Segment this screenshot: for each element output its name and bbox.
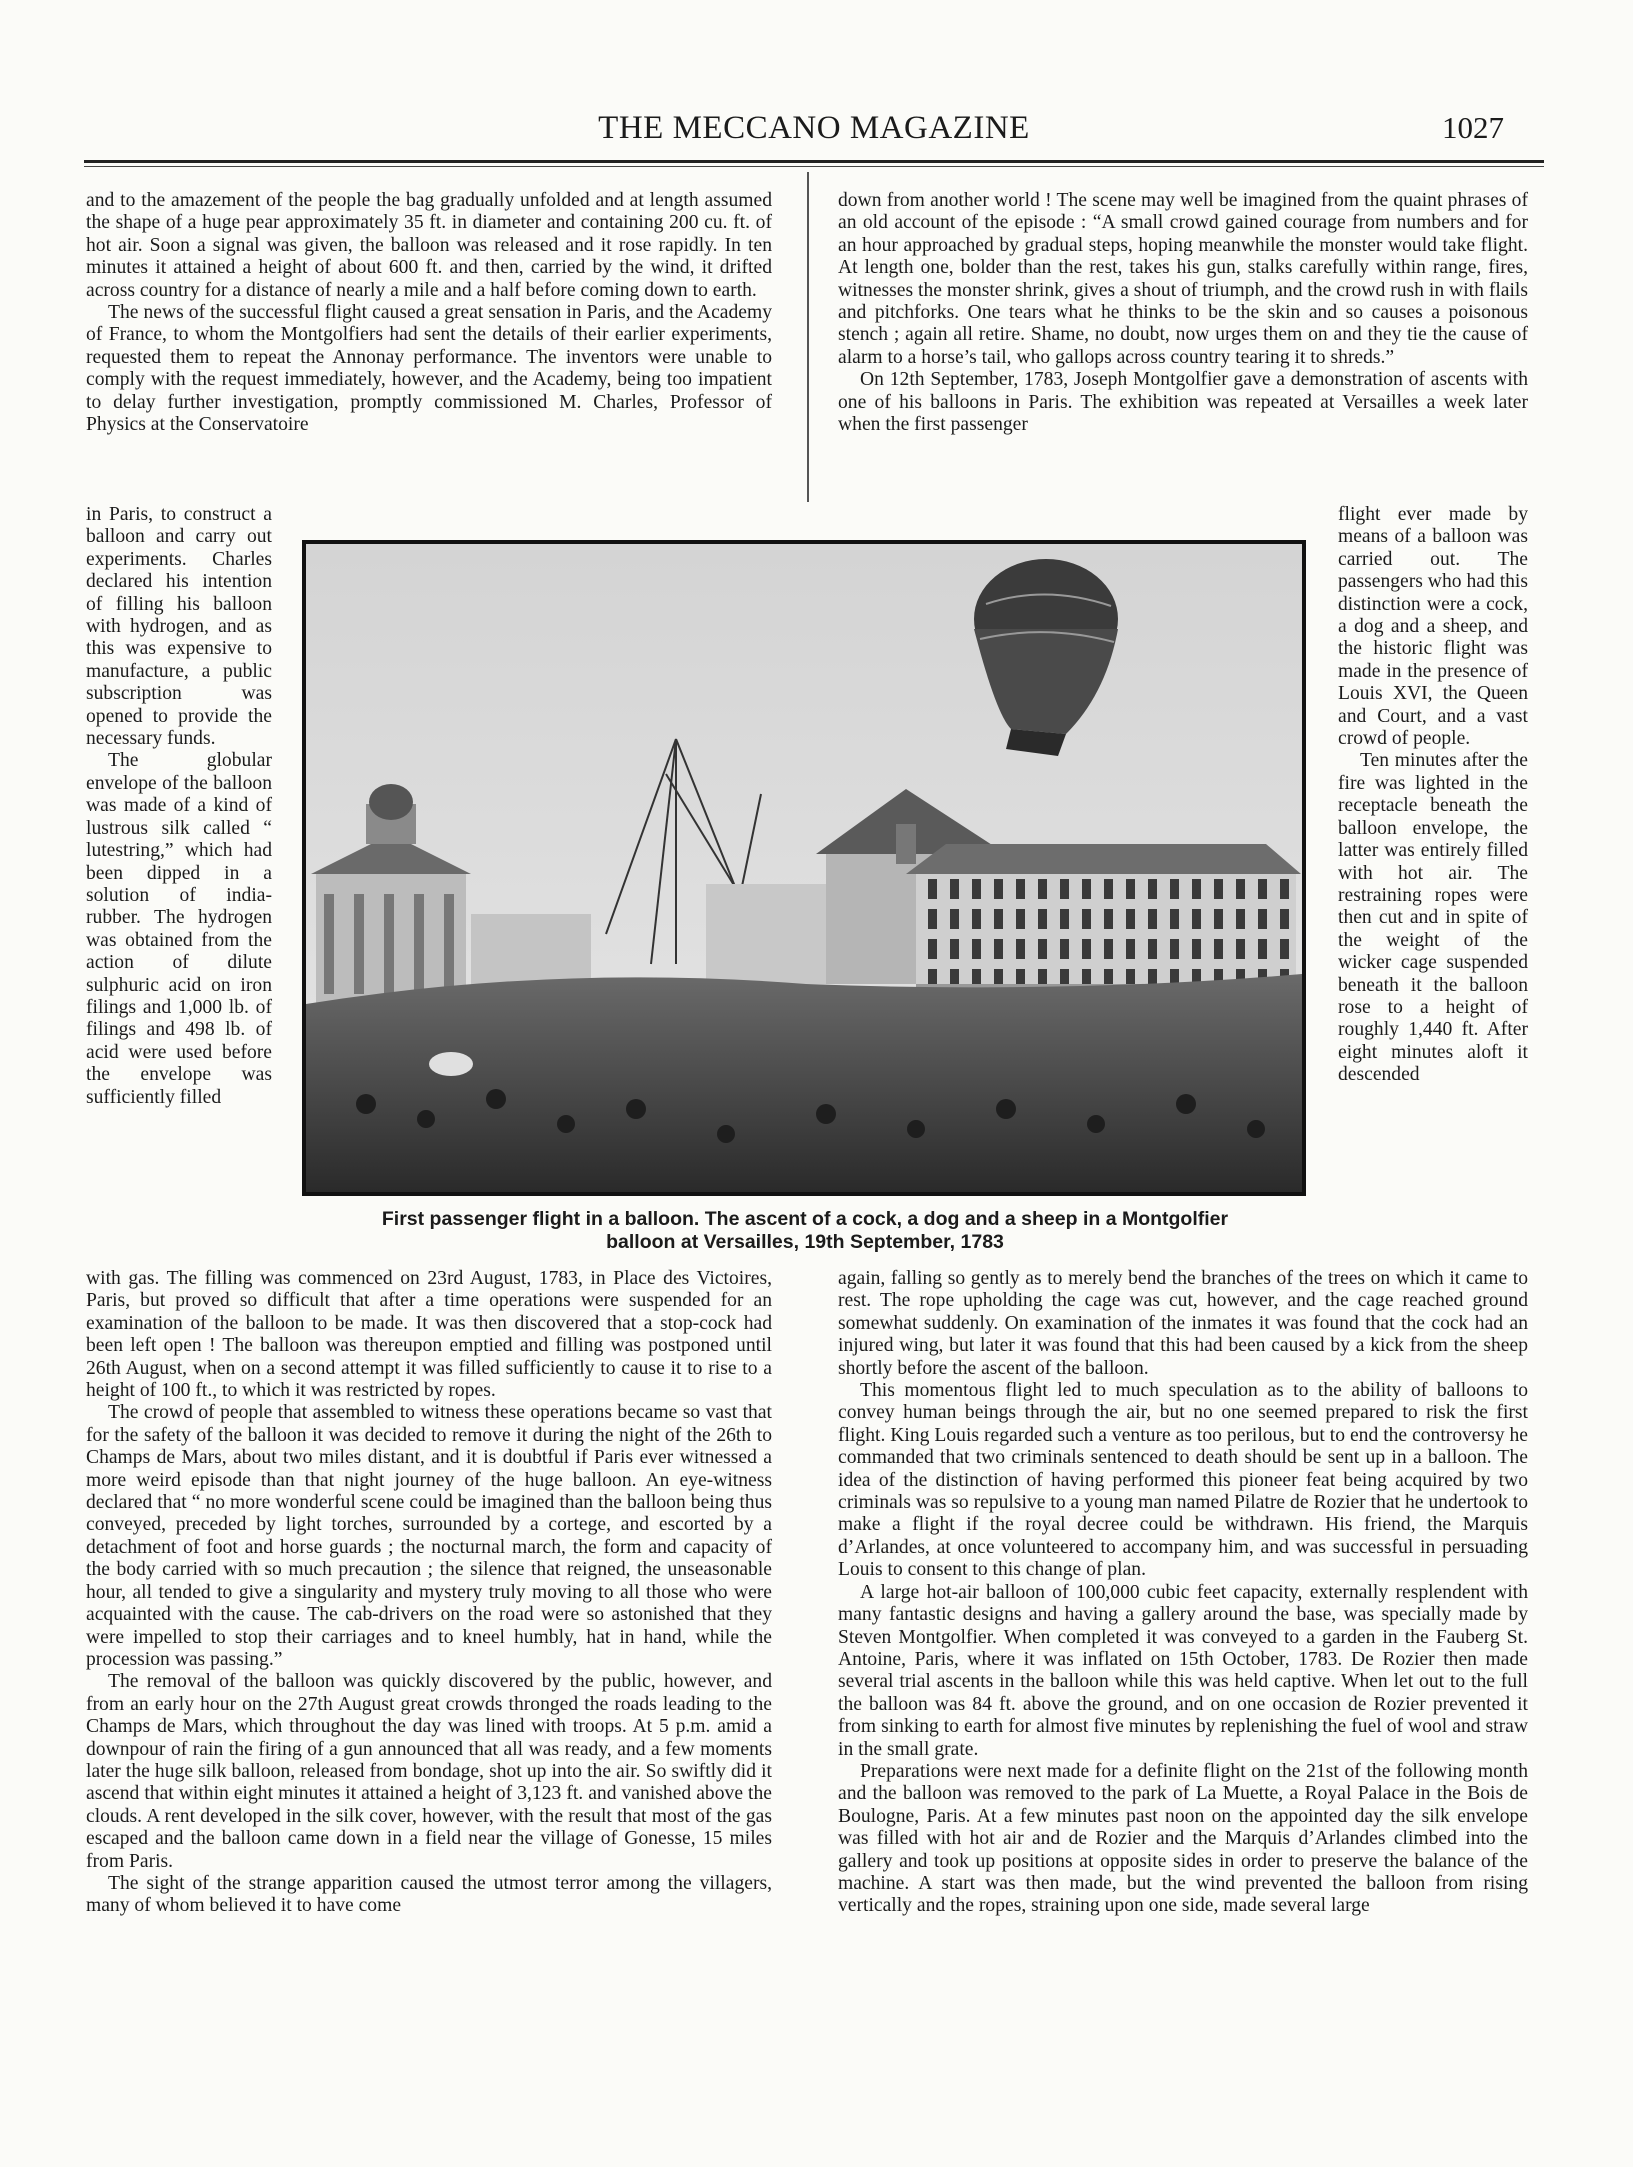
paragraph: The globular envelope of the balloon was made of a kind of lustrous silk called “ lutestring,” which had been dipped in a solution of india-rubber. The hydrogen was obtained from the action of dilute sulphuric acid on iron filings and 1,000 lb. of filings and 498 lb. of acid were used before the envelope was sufficiently filled <box>86 750 272 1108</box>
column2-top-text <box>838 190 1528 436</box>
column-divider <box>807 172 809 502</box>
header-rule <box>84 160 1544 163</box>
paragraph: down from another world ! The scene may well be imagined from the quaint phrases of an old account of the episode : “A small crowd gained courage from numbers and for an hour approached by gradual steps, hoping meanwhile the monster would take flight. At length one, bolder than the rest, takes his gun, stalks carefully within range, fires, witnesses the monster shrink, gives a shout of triumph, and the crowd rush in with flails and pitchforks. One tears what he thinks to be the skin and so causes a poisonous stench ; again all retire. Shame, no doubt, now urges them on and they tie the cause of alarm to a horse’s tail, who gallops across country tearing it to shreds.” <box>838 190 1528 368</box>
parasol <box>429 1052 473 1076</box>
paragraph: A large hot-air balloon of 100,000 cubic feet capacity, externally resplendent with many fantastic designs and having a gallery around the base, was specially made by Steven Montgolfier. When completed it was conveyed to a garden in the Fauberg St. Antoine, Paris, where it was inflated on 15th October, 1783. De Rozier then made several trial ascents in the balloon while this was held captive. When let out to the full the balloon was 84 ft. above the ground, and on one occasion de Rozier prevented it from sinking to earth for almost five minutes by replenishing the fuel of wool and straw in the small grate. <box>838 1581 1528 1760</box>
paragraph: with gas. The filling was commenced on 23rd August, 1783, in Place des Victoires, Paris, but proved so difficult that after a time operations were suspended for an examination of the balloon to be made. It was then discovered that a stop-cock had been left open ! The balloon was thereupon emptied and filling was postponed until 26th August, when on a second attempt it was filled sufficiently to cause it to rise to a height of 100 ft., to which it was restricted by ropes. <box>86 1268 772 1402</box>
engraving-illustration <box>302 540 1306 1196</box>
column1-side-text <box>86 504 272 1109</box>
page-number: 1027 <box>1442 110 1504 145</box>
paragraph: Preparations were next made for a definite flight on the 21st of the following month and the balloon was removed to the park of La Muette, a Royal Palace in the Bois de Boulogne, Paris. At a few minutes past noon on the appointed day the silk envelope was filled with hot air and de Rozier and the Marquis d’Arlandes climbed into the gallery and took up positions at opposite sides in order to preserve the balance of the machine. A start was then made, but the wind prevented the balloon from rising vertically and the ropes, straining upon one side, made several large <box>838 1760 1528 1917</box>
paragraph: The sight of the strange apparition caused the utmost terror among the villagers, many of whom believed it to have come <box>86 1872 772 1917</box>
column1-bottom-text <box>86 1268 772 1918</box>
caption-line: balloon at Versailles, 19th September, 1783 <box>606 1231 1004 1253</box>
paragraph: The crowd of people that assembled to witness these operations became so vast that for the safety of the balloon it was decided to remove it during the night of the 26th to Champs de Mars, about two miles distant, and it is doubtful if Paris ever witnessed a more weird episode than that night journey of the huge balloon. An eye-witness declared that “ no more wonderful scene could be imagined than the balloon being thus conveyed, preceded by light torches, surrounded by a cortege, and escorted by a detachment of foot and horse guards ; the nocturnal march, the form and capacity of the body carried with so much precaution ; the silence that reigned, the unseasonable hour, all tended to give a singularity and mystery truly moving to all those who were acquainted with the cause. The cab-drivers on the road were so astonished that they were impelled to stop their carriages and to kneel humbly, hat in hand, while the procession was passing.” <box>86 1402 772 1670</box>
magazine-title: THE MECCANO MAGAZINE <box>598 110 1030 146</box>
palace-wing <box>906 844 1301 996</box>
running-header <box>84 110 1544 156</box>
header-rule-thin <box>84 166 1544 167</box>
paragraph: in Paris, to construct a balloon and carry out experiments. Charles declared his intention of filling his balloon with hydrogen, and as this was expensive to manufacture, a public subscription was opened to provide the necessary funds. <box>86 504 272 750</box>
paragraph: On 12th September, 1783, Joseph Montgolfier gave a demonstration of ascents with one of his balloons in Paris. The exhibition was repeated at Versailles a week later when the first passenger <box>838 369 1528 436</box>
paragraph: The news of the successful flight caused a great sensation in Paris, and the Academy of France, to whom the Montgolfiers had sent the details of their earlier experiments, requested them to repeat the Annonay performance. The inventors were unable to comply with the request immediately, however, and the Academy, being too impatient to delay further investigation, promptly commissioned M. Charles, Professor of Physics at the Conservatoire <box>86 302 772 436</box>
paragraph: Ten minutes after the fire was lighted in the receptacle beneath the balloon envelope, the latter was entirely filled with hot air. The restraining ropes were then cut and in spite of the weight of the wicker cage suspended beneath it the balloon rose to a height of roughly 1,440 ft. After eight minutes aloft it descended <box>1338 750 1528 1086</box>
column2-side-text <box>1338 504 1528 1087</box>
crowd <box>306 974 1302 1192</box>
distant-buildings <box>706 884 826 984</box>
paragraph: This momentous flight led to much speculation as to the ability of balloons to convey human beings through the air, but no one seemed prepared to risk the first flight. King Louis regarded such a venture as too perilous, but to end the controversy he commanded that two criminals sentenced to death should be sent up in a balloon. The idea of the distinction of having performed this pioneer feat being acquired by two criminals was so repulsive to a young man named Pilatre de Rozier that he undertook to make a flight if the royal decree could be withdrawn. His friend, the Marquis d’Arlandes, at once volunteered to accompany him, and was successful in persuading Louis to consent to this change of plan. <box>838 1380 1528 1581</box>
column1-top-text <box>86 190 772 436</box>
paragraph: The removal of the balloon was quickly discovered by the public, however, and from an early hour on the 27th August great crowds thronged the roads leading to the Champs de Mars, which throughout the day was lined with troops. At 5 p.m. amid a downpour of rain the firing of a gun announced that all was ready, and a few moments later the huge silk balloon, released from bondage, shot up into the air. So swiftly did it ascend that within eight minutes it attained a height of 3,123 ft. and vanished above the clouds. A rent developed in the silk cover, however, with the result that most of the gas escaped and the balloon came down in a field near the village of Gonesse, 15 miles from Paris. <box>86 1671 772 1872</box>
paragraph: and to the amazement of the people the bag gradually unfolded and at length assumed the shape of a huge pear approximately 35 ft. in diameter and containing 200 cu. ft. of hot air. Soon a signal was given, the balloon was released and it rose rapidly. In ten minutes it attained a height of about 600 ft. and then, carried by the wind, it drifted across country for a distance of nearly a mile and a half before coming down to earth. <box>86 190 772 301</box>
paragraph: again, falling so gently as to merely bend the branches of the trees on which it came to rest. The rope upholding the cage was cut, however, and the cage reached ground somewhat suddenly. On examination of the inmates it was found that the cock had an injured wing, but later it was found that this had been caused by a kick from the sheep shortly before the ascent of the balloon. <box>838 1268 1528 1379</box>
column2-bottom-text <box>838 1268 1528 1918</box>
figure-caption <box>300 1208 1310 1254</box>
paragraph: flight ever made by means of a balloon was carried out. The passengers who had this distinction were a cock, a dog and a sheep, and the historic flight was made in the presence of Louis XVI, the Queen and Court, and a vast crowd of people. <box>1338 504 1528 750</box>
caption-line: First passenger flight in a balloon. The ascent of a cock, a dog and a sheep in a Montgolfier <box>381 1208 1229 1230</box>
versailles-balloon-scene <box>306 544 1302 1192</box>
